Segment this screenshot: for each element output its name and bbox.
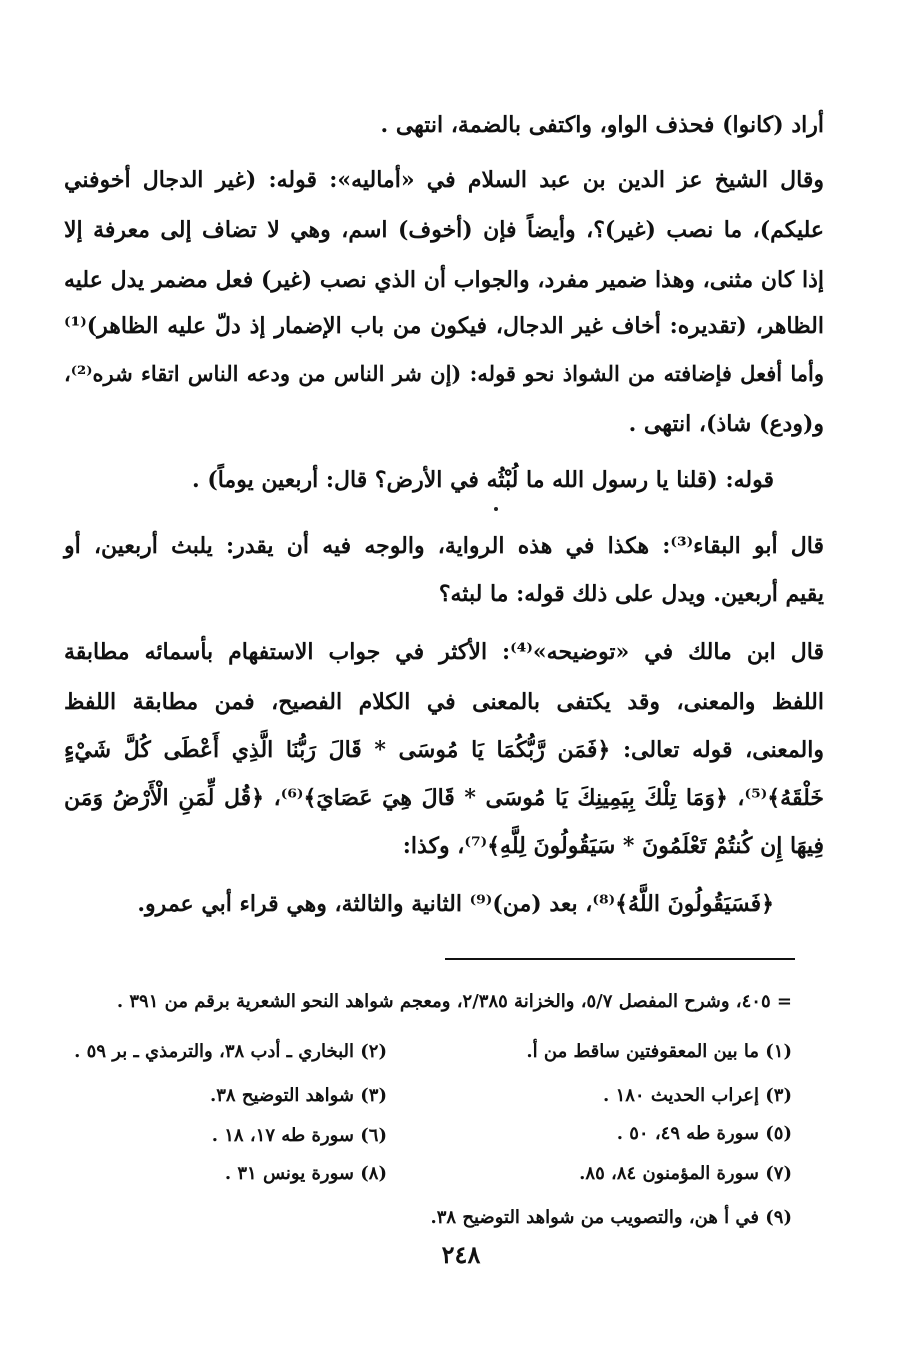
text-line: و(ودع) شاذ)، انتهى . <box>628 411 824 437</box>
footnote-separator <box>445 958 795 960</box>
text-line: فِيهَا إِن كُنتُمْ تَعْلَمُونَ * سَيَقُولُونَ لِلَّهِ﴾⁽⁷⁾، وكذا: <box>402 833 824 859</box>
footnote-continuation: = ٤٠٥، وشرح المفصل ٥/٧، والخزانة ٢/٣٨٥، ومعجم شواهد النحو الشعرية برقم من ٣٩١ . <box>116 991 792 1012</box>
text-line: وقال الشيخ عز الدين بن عبد السلام في «أماليه»: قوله: (غير الدجال أخوفني <box>64 167 824 193</box>
footnote: (٦) سورة طه ١٧، ١٨ . <box>211 1125 387 1146</box>
text-line: خَلْقَهُ﴾⁽⁵⁾، ﴿وَمَا تِلْكَ بِيَمِينِكَ يَا مُوسَى * قَالَ هِيَ عَصَايَ﴾⁽⁶⁾، ﴿قُل لِّمَنِ الْأَرْضُ وَمَن <box>64 785 824 811</box>
footnote: (٩) في أ هن، والتصويب من شواهد التوضيح ٣٨. <box>430 1207 792 1228</box>
text-line: والمعنى، قوله تعالى: ﴿فَمَن رَّبُّكُمَا يَا مُوسَى * قَالَ رَبُّنَا الَّذِي أَعْطَى كُلَّ شَيْءٍ <box>64 737 824 763</box>
text-line: أراد (كانوا) فحذف الواو، واكتفى بالضمة، انتهى . <box>380 112 824 138</box>
footnote: (٣) إعراب الحديث ١٨٠ . <box>603 1085 792 1106</box>
footnote: (٨) سورة يونس ٣١ . <box>224 1163 387 1184</box>
footnote: (٢) البخاري ـ أدب ٣٨، والترمذي ـ بر ٥٩ . <box>74 1041 387 1062</box>
text-line: إذا كان مثنى، وهذا ضمير مفرد، والجواب أن الذي نصب (غير) فعل مضمر يدل عليه <box>64 267 824 293</box>
text-line: قال ابن مالك في «توضيحه»⁽⁴⁾: الأكثر في جواب الاستفهام بأسمائه مطابقة <box>64 639 825 665</box>
text-line: قال أبو البقاء⁽³⁾: هكذا في هذه الرواية، والوجه فيه أن يقدر: يلبث أربعين، أو <box>64 533 824 559</box>
text-line: عليكم)، ما نصب (غير)؟، وأيضاً فإن (أخوف) اسم، وهي لا تضاف إلى معرفة إلا <box>64 217 824 243</box>
stray-mark <box>494 507 498 511</box>
footnote: (٥) سورة طه ٤٩، ٥٠ . <box>616 1123 792 1144</box>
text-line: وأما أفعل فإضافته من الشواذ نحو قوله: (إن شر الناس من ودعه الناس اتقاء شره⁽²⁾، <box>64 361 824 386</box>
text-line: ﴿فَسَيَقُولُونَ اللَّهُ﴾⁽⁸⁾، بعد (من)⁽⁹⁾ الثانية والثالثة، وهي قراء أبي عمرو. <box>137 891 774 917</box>
text-line: قوله: (قلنا يا رسول الله ما لُبْثُه في الأرض؟ قال: أربعين يوماً) . <box>192 467 774 493</box>
text-line: الظاهر، (تقديره: أخاف غير الدجال، فيكون من باب الإضمار إذ دلّ عليه الظاهر)⁽¹⁾ <box>64 313 824 339</box>
page-number: ٢٤٨ <box>441 1240 481 1269</box>
text-line: اللفظ والمعنى، وقد يكتفى بالمعنى في الكلام الفصيح، فمن مطابقة اللفظ <box>64 689 824 715</box>
footnote: (٣) شواهد التوضيح ٣٨. <box>209 1085 387 1106</box>
text-line: يقيم أربعين. ويدل على ذلك قوله: ما لبثه؟ <box>438 581 824 607</box>
footnote: (١) ما بين المعقوفتين ساقط من أ. <box>526 1041 792 1062</box>
footnote: (٧) سورة المؤمنون ٨٤، ٨٥. <box>579 1163 792 1184</box>
